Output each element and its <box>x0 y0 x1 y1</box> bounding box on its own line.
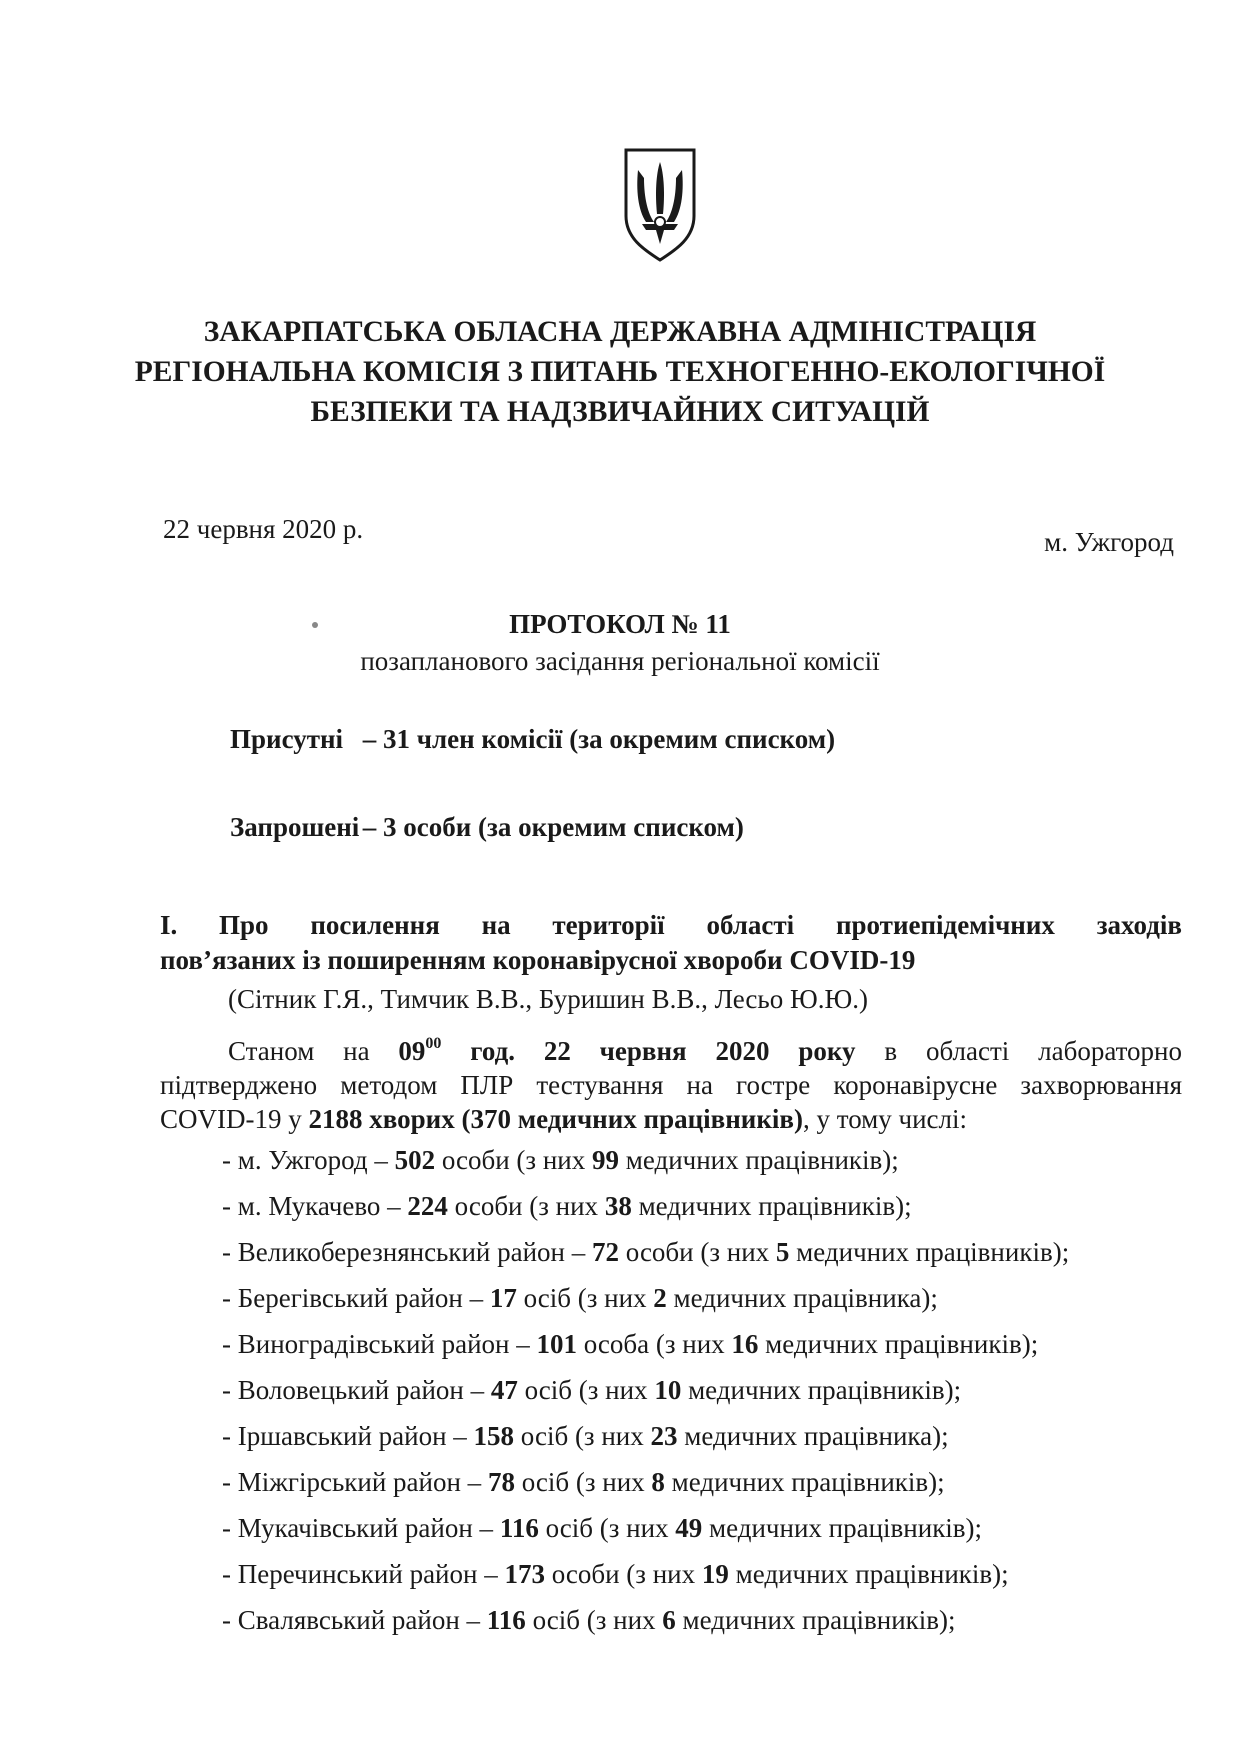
item-text: осіб (з них <box>514 1467 652 1497</box>
section-paragraph <box>160 1034 1182 1136</box>
item-text: медичних працівників); <box>789 1237 1070 1267</box>
item-medics: 8 <box>651 1467 665 1497</box>
list-item <box>222 1459 1069 1505</box>
item-place: - Виноградівський район – <box>222 1329 537 1359</box>
item-medics: 38 <box>604 1191 632 1221</box>
coat-of-arms-icon <box>620 144 700 264</box>
list-item <box>222 1551 1069 1597</box>
document-header <box>120 312 1120 432</box>
invited-value: – 3 особи (за окремим списком) <box>362 812 744 842</box>
paragraph-text: , у тому числі: <box>803 1104 968 1134</box>
document-date: 22 червня 2020 р. <box>163 514 364 544</box>
item-place: - Мукачівський район – <box>222 1513 500 1543</box>
item-place: - Великоберезнянський район – <box>222 1237 593 1267</box>
paragraph-line <box>160 1102 1182 1136</box>
paragraph-time-minutes: 00 <box>425 1035 442 1052</box>
item-text: медичних працівників); <box>619 1145 899 1175</box>
item-medics: 10 <box>654 1375 682 1405</box>
item-place: - Берегівський район – <box>222 1283 490 1313</box>
attendance-invited <box>230 812 744 843</box>
paragraph-total: 2188 хворих (370 медичних працівників) <box>308 1104 803 1134</box>
item-text: осіб (з них <box>517 1375 655 1405</box>
item-cases: 158 <box>473 1421 515 1451</box>
header-line: ЗАКАРПАТСЬКА ОБЛАСНА ДЕРЖАВНА АДМІНІСТРАЦІЯ <box>203 316 1037 348</box>
item-text: осіб (з них <box>538 1513 676 1543</box>
header-line: БЕЗПЕКИ ТА НАДЗВИЧАЙНИХ СИТУАЦІЙ <box>310 396 930 428</box>
item-text: медичних працівників); <box>675 1605 956 1635</box>
list-item <box>222 1137 1069 1183</box>
item-text: медичних працівників); <box>681 1375 962 1405</box>
item-text: медичних працівників); <box>664 1467 945 1497</box>
item-medics: 5 <box>775 1237 790 1267</box>
protocol-subtitle: позапланового засідання регіональної комісії <box>360 646 880 676</box>
item-cases: 224 <box>407 1191 448 1221</box>
item-place: - м. Ужгород – <box>222 1145 395 1175</box>
item-text: особа (з них <box>576 1329 732 1359</box>
item-text: особи (з них <box>435 1145 592 1175</box>
paragraph-time: 09 <box>398 1036 426 1066</box>
item-place: - Свалявський район – <box>222 1605 487 1635</box>
section-title-continued: пов’язаних із поширенням коронавірусної хвороби COVID-19 <box>160 945 916 975</box>
list-item <box>222 1505 1069 1551</box>
item-cases: 173 <box>504 1559 545 1589</box>
item-text: осіб (з них <box>514 1421 651 1451</box>
section-responsible-persons: (Сітник Г.Я., Тимчик В.В., Буришин В.В., Лесьо Ю.Ю.) <box>228 984 868 1014</box>
item-medics: 16 <box>731 1329 759 1359</box>
item-place: - м. Мукачево – <box>222 1191 408 1221</box>
item-medics: 6 <box>662 1605 676 1635</box>
item-medics: 99 <box>592 1145 619 1175</box>
item-text: особи (з них <box>447 1191 605 1221</box>
item-medics: 49 <box>675 1513 703 1543</box>
item-text: медичних працівників); <box>702 1513 983 1543</box>
item-text: особи (з них <box>544 1559 702 1589</box>
list-item <box>222 1321 1069 1367</box>
item-text: особи (з них <box>619 1237 776 1267</box>
item-cases: 47 <box>490 1375 518 1405</box>
paragraph-line: підтверджено методом ПЛР тестування на гостре коронавірусне захворювання <box>160 1070 1182 1100</box>
item-text: медичних працівників); <box>728 1559 1009 1589</box>
item-text: осіб (з них <box>516 1283 654 1313</box>
paragraph-line <box>160 1034 1182 1068</box>
item-text: медичних працівника); <box>666 1283 938 1313</box>
list-item <box>222 1367 1069 1413</box>
list-item <box>222 1413 1069 1459</box>
invited-label: Запрошені <box>230 812 360 842</box>
item-place: - Перечинський район – <box>222 1559 505 1589</box>
item-medics: 23 <box>650 1421 678 1451</box>
item-medics: 19 <box>701 1559 729 1589</box>
document-city: м. Ужгород <box>1044 527 1174 557</box>
list-item <box>222 1275 1069 1321</box>
header-line: РЕГІОНАЛЬНА КОМІСІЯ З ПИТАНЬ ТЕХНОГЕННО-ЕКОЛОГІЧНОЇ <box>134 356 1106 388</box>
item-place: - Воловецький район – <box>222 1375 491 1405</box>
protocol-title: ПРОТОКОЛ № 11 <box>509 609 731 639</box>
attendance-present <box>230 724 835 755</box>
district-list <box>222 1137 1069 1643</box>
item-cases: 78 <box>487 1467 515 1497</box>
list-item <box>222 1183 1069 1229</box>
paragraph-text: в області лабораторно <box>884 1036 1182 1066</box>
item-place: - Іршавський район – <box>222 1421 474 1451</box>
item-cases: 72 <box>592 1237 620 1267</box>
item-place: - Міжгірський район – <box>222 1467 488 1497</box>
item-text: медичних працівників); <box>758 1329 1039 1359</box>
section-title: І. Про посилення на території області протиепідемічних заходів <box>160 910 1182 940</box>
item-cases: 17 <box>489 1283 517 1313</box>
present-label: Присутні <box>230 724 344 754</box>
present-value: – 31 член комісії (за окремим списком) <box>362 724 836 754</box>
item-cases: 116 <box>499 1513 539 1543</box>
item-cases: 502 <box>394 1145 436 1175</box>
paragraph-text: Станом на <box>228 1036 370 1066</box>
item-cases: 101 <box>536 1329 577 1359</box>
item-text: осіб (з них <box>525 1605 663 1635</box>
paragraph-text: COVID-19 у <box>160 1104 302 1134</box>
item-cases: 116 <box>486 1605 526 1635</box>
list-item <box>222 1597 1069 1643</box>
item-medics: 2 <box>653 1283 667 1313</box>
item-text: медичних працівників); <box>631 1191 912 1221</box>
list-item <box>222 1229 1069 1275</box>
item-text: медичних працівника); <box>677 1421 949 1451</box>
paragraph-date: год. 22 червня 2020 року <box>470 1036 856 1066</box>
